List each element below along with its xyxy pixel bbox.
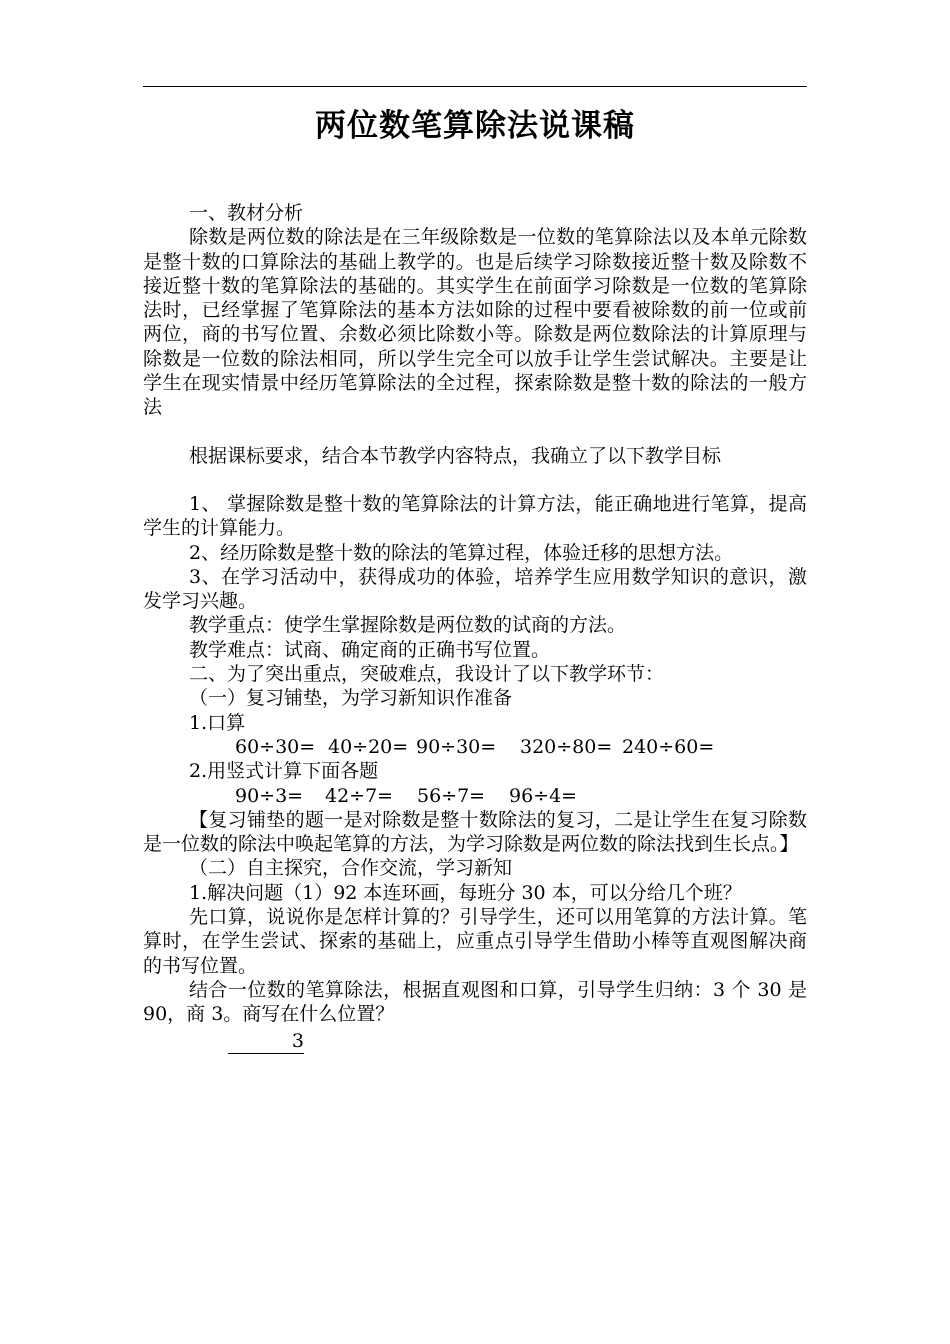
oral-calc-row xyxy=(143,735,807,759)
calc-item: 40÷20= xyxy=(328,735,409,758)
goal-item: 1、 掌握除数是整十数的笔算除法的计算方法，能正确地进行笔算，提高学生的计算能力。 xyxy=(143,492,807,540)
document-body xyxy=(143,201,807,1059)
vertical-calc-row xyxy=(143,784,807,808)
page-title: 两位数笔算除法说课稿 xyxy=(315,108,635,144)
review-note: 【复习铺垫的题一是对除数是整十数除法的复习，二是让学生在复习除数是一位数的除法中唤起笔算的方法，为学习除数是两位数的除法找到生长点。】 xyxy=(143,808,807,856)
calc-item: 90÷3= xyxy=(235,784,304,807)
calc-item: 320÷80= xyxy=(520,735,613,758)
section-heading: 二、为了突出重点，突破难点，我设计了以下教学环节： xyxy=(189,663,665,686)
subsection-heading: （二）自主探究，合作交流，学习新知 xyxy=(189,857,513,880)
long-division-sample xyxy=(143,1029,807,1059)
paragraph: 除数是两位数的除法是在三年级除数是一位数的笔算除法以及本单元除数是整十数的口算除法的基础上教学的。也是后续学习除数接近整十数及除数不接近整十数的笔算除法的基础的。其实学生在前面学习除数是一位数的笔算除法时，已经掌握了笔算除法的基本方法如除的过程中要看被除数的前一位或前两位，商的书写位置、余数必须比除数小等。除数是两位数除法的计算原理与除数是一位数的除法相同，所以学生完全可以放手让学生尝试解决。主要是让学生在现实情景中经历笔算除法的全过程，探索除数是整十数的除法的一般方法 xyxy=(143,226,807,419)
goal-item: 3、在学习活动中，获得成功的体验，培养学生应用数学知识的意识，激发学习兴趣。 xyxy=(143,565,807,613)
calc-item: 42÷7= xyxy=(325,784,394,807)
calc-item: 56÷7= xyxy=(417,784,486,807)
paragraph: 先口算，说说你是怎样计算的？引导学生，还可以用笔算的方法计算。笔算时，在学生尝试、探索的基础上，应重点引导学生借助小棒等直观图解决商的书写位置。 xyxy=(143,906,807,977)
problem-statement: 1.解决问题（1）92 本连环画，每班分 30 本，可以分给几个班？ xyxy=(189,881,742,904)
calc-item: 60÷30= xyxy=(235,735,316,758)
quotient-digit: 3 xyxy=(228,1029,304,1054)
calc-item: 240÷60= xyxy=(622,735,715,758)
vertical-calc-label: 2.用竖式计算下面各题 xyxy=(189,760,379,783)
subsection-heading: （一）复习铺垫，为学习新知识作准备 xyxy=(189,687,513,710)
section-heading: 一、教材分析 xyxy=(189,202,304,224)
header-rule xyxy=(143,86,807,87)
difficulty: 教学难点：试商、确定商的正确书写位置。 xyxy=(189,638,551,661)
spacer xyxy=(143,420,807,444)
calc-item: 96÷4= xyxy=(509,784,578,807)
paragraph: 结合一位数的笔算除法，根据直观图和口算，引导学生归纳：3 个 30 是 90，商 3。商写在什么位置？ xyxy=(143,978,807,1026)
spacer xyxy=(143,468,807,492)
key-point: 教学重点：使学生掌握除数是两位数的试商的方法。 xyxy=(189,614,627,637)
goal-item: 2、经历除数是整十数的除法的笔算过程，体验迁移的思想方法。 xyxy=(189,541,734,564)
calc-item: 90÷30= xyxy=(416,735,497,758)
oral-calc-label: 1.口算 xyxy=(189,711,246,734)
paragraph: 根据课标要求，结合本节教学内容特点，我确立了以下教学目标 xyxy=(189,444,722,467)
